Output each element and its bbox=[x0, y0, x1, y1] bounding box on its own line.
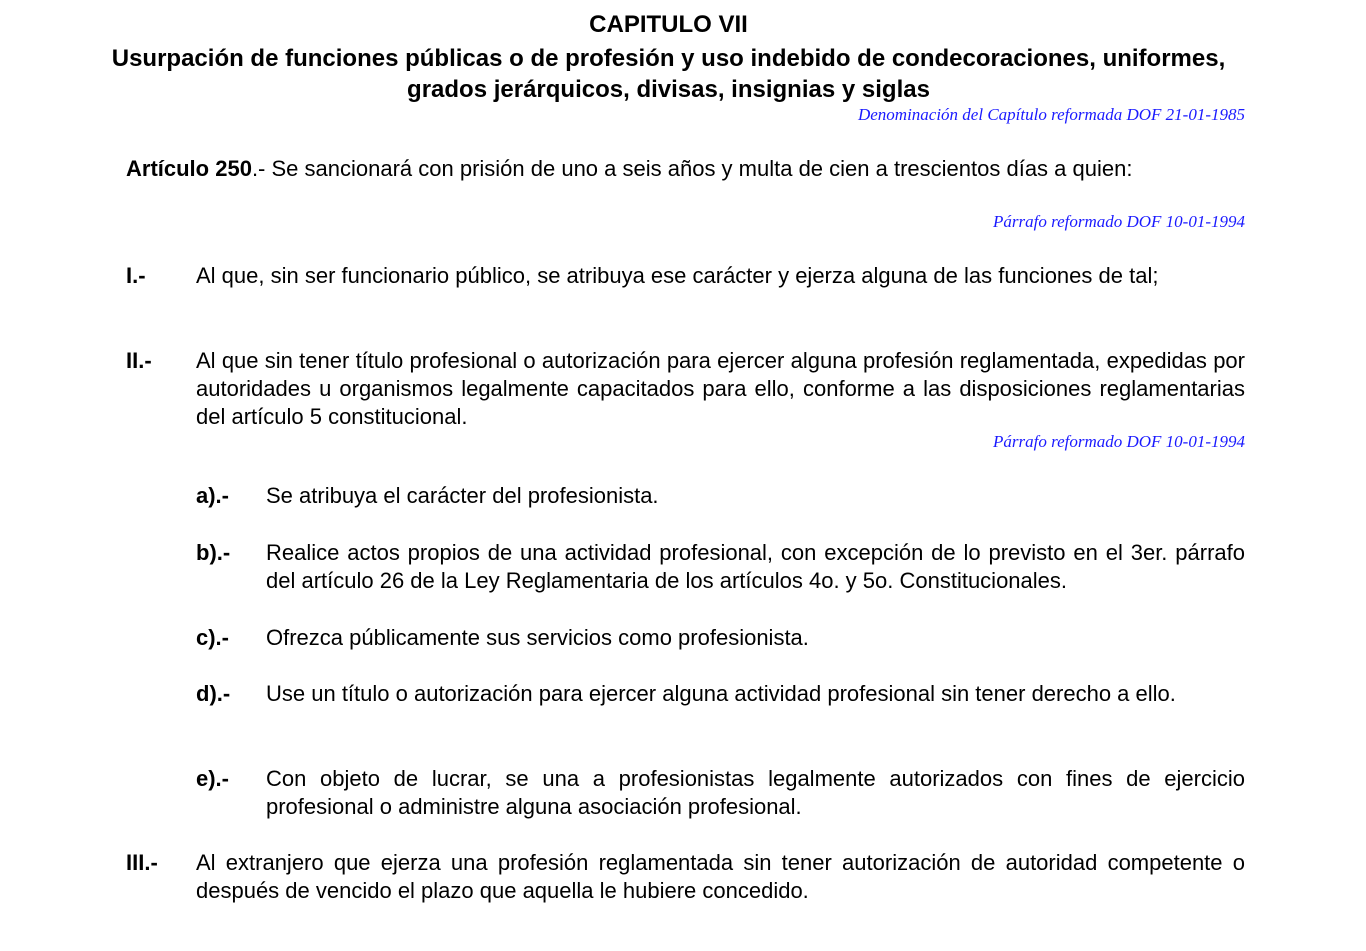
subsection-text: Ofrezca públicamente sus servicios como profesionista. bbox=[266, 625, 809, 650]
fraction-text: Al que sin tener título profesional o autorización para ejercer alguna profesión reglamentada, expedidas por autoridades u organismos legalmente capacitados para ello, conforme a las disposiciones reglamentarias del artículo 5 constitucional. bbox=[196, 348, 1245, 429]
subsection-label: a).- bbox=[196, 483, 229, 508]
subsection-text: Use un título o autorización para ejercer alguna actividad profesional sin tener derecho a ello. bbox=[266, 681, 1176, 706]
article-text: .- Se sancionará con prisión de uno a seis años y multa de cien a trescientos días a quien: bbox=[251, 156, 1133, 181]
subsection-text: Realice actos propios de una actividad profesional, con excepción de lo previsto en el 3er. párrafo del artículo 26 de la Ley Reglamentaria de los artículos 4o. y 5o. Constitucionales. bbox=[266, 540, 1245, 593]
fraction-text: Al que, sin ser funcionario público, se atribuya ese carácter y ejerza alguna de las funciones de tal; bbox=[196, 263, 1159, 288]
subsection-text: Con objeto de lucrar, se una a profesionistas legalmente autorizados con fines de ejercicio profesional o administre alguna asociación profesional. bbox=[266, 766, 1245, 819]
fraction-label: I.- bbox=[126, 263, 146, 288]
chapter-title: Usurpación de funciones públicas o de profesión y uso indebido de condecoraciones, uniformes, grados jerárquicos, divisas, insignias y siglas bbox=[111, 45, 1226, 103]
subsection-label: c).- bbox=[196, 625, 229, 650]
article-number: Artículo 250 bbox=[126, 156, 252, 181]
article-reform-note: Párrafo reformado DOF 10-01-1994 bbox=[993, 212, 1245, 231]
subsection-text: Se atribuya el carácter del profesionista. bbox=[266, 483, 659, 508]
fraction-label: II.- bbox=[126, 348, 152, 373]
chapter-number: CAPITULO VII bbox=[589, 11, 748, 38]
fraction-ii-reform-note: Párrafo reformado DOF 10-01-1994 bbox=[993, 432, 1245, 451]
subsection-label: b).- bbox=[196, 540, 231, 565]
fraction-label: III.- bbox=[126, 850, 158, 875]
subsection-label: d).- bbox=[196, 681, 231, 706]
fraction-text: Al extranjero que ejerza una profesión reglamentada sin tener autorización de autoridad competente o después de vencido el plazo que aquella le hubiere concedido. bbox=[196, 850, 1245, 903]
chapter-reform-note: Denominación del Capítulo reformada DOF 21-01-1985 bbox=[857, 105, 1245, 124]
article-250-paragraph bbox=[92, 155, 1245, 183]
subsection-label: e).- bbox=[196, 766, 229, 791]
